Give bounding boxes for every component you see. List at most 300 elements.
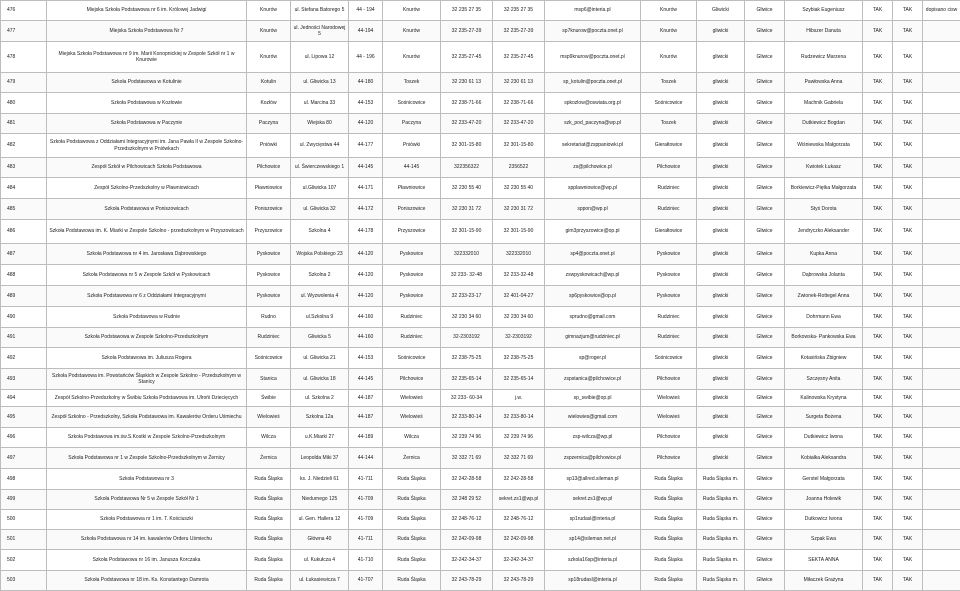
table-cell: Pyskowice: [247, 265, 291, 286]
table-cell: Szkoła Podstawowa w Kotulinie: [47, 73, 247, 93]
table-cell: TAK: [893, 114, 923, 134]
table-cell: Ruda Śląska: [247, 469, 291, 490]
table-cell: sp_swibie@op.pl: [545, 390, 641, 407]
table-cell: sp7knurow@poczta.onet.pl: [545, 21, 641, 42]
table-cell: zspstanica@pilchowice.pl: [545, 369, 641, 390]
table-row: [1, 530, 960, 550]
table-cell: Gliwice: [745, 265, 785, 286]
table-cell: 32 248 29 52: [441, 490, 493, 510]
table-cell: 32 243-78-29: [493, 571, 545, 591]
table-cell: 32 230 31 72: [493, 199, 545, 220]
table-cell: ul. Łukasiewicza 7: [291, 571, 349, 591]
table-cell: 44-172: [349, 199, 383, 220]
table-cell: Pyskowice: [383, 244, 441, 265]
table-cell: gliwicki: [697, 73, 745, 93]
table-cell: 32 248-76-12: [441, 510, 493, 530]
table-cell: 32 230 55 40: [441, 178, 493, 199]
table-cell: ul. Zwycięstwa 44: [291, 134, 349, 158]
table-cell: 32 233-80-14: [441, 407, 493, 428]
table-cell: Rudziniec: [247, 328, 291, 348]
table-row: [1, 1, 960, 21]
table-cell: Ruda Śląska: [247, 571, 291, 591]
table-cell: Gliwice: [745, 93, 785, 114]
table-row: [1, 114, 960, 134]
table-cell: Joanna Holewik: [785, 490, 863, 510]
table-cell: Rudziniec: [641, 199, 697, 220]
table-row: [1, 307, 960, 328]
table-cell: 503: [1, 571, 47, 591]
table-row: [1, 490, 960, 510]
table-cell: 32-242-34-37: [493, 550, 545, 571]
table-cell: Toszek: [641, 73, 697, 93]
table-cell: 32 301-15-80: [441, 134, 493, 158]
table-cell: 32 238-71-66: [493, 93, 545, 114]
table-cell: 44-177: [349, 134, 383, 158]
table-cell: 44-120: [349, 265, 383, 286]
table-cell: [923, 428, 960, 448]
table-cell: gliwicki: [697, 328, 745, 348]
table-cell: Gliwice: [745, 134, 785, 158]
table-cell: 32 235-65-14: [441, 369, 493, 390]
table-cell: [923, 328, 960, 348]
table-cell: gliwicki: [697, 407, 745, 428]
table-cell: Gliwice: [745, 369, 785, 390]
table-cell: spkozlow@oswiata.org.pl: [545, 93, 641, 114]
table-cell: Miejska Szkoła Podstawowa nr 9 im. Marii Konopnickiej w Zespole Szkół nr 1 w Knurowie: [47, 42, 247, 73]
table-cell: 32-2303192: [441, 328, 493, 348]
table-cell: 32 248-76-12: [493, 510, 545, 530]
table-cell: 489: [1, 286, 47, 307]
table-cell: ul. Gen. Hallera 12: [291, 510, 349, 530]
table-cell: Pilchowice: [383, 369, 441, 390]
table-cell: Hibszer Danuta: [785, 21, 863, 42]
table-cell: TAK: [893, 550, 923, 571]
table-cell: TAK: [893, 407, 923, 428]
table-cell: 32 235 27 35: [441, 1, 493, 21]
table-cell: Szkoła Podstawowa w Kozłowie: [47, 93, 247, 114]
table-cell: Szkoła Podstawowa Nr 5 w Zespole Szkół Nr 1: [47, 490, 247, 510]
table-cell: Borkowska- Pankowska Ewa: [785, 328, 863, 348]
table-cell: Ruda Śląska: [383, 571, 441, 591]
table-cell: Szkoła Podstawowa w Rudnie: [47, 307, 247, 328]
table-cell: Dohrmann Ewa: [785, 307, 863, 328]
table-cell: Gliwice: [745, 220, 785, 244]
table-cell: Knurów: [641, 21, 697, 42]
table-cell: Sośnicowice: [641, 93, 697, 114]
table-cell: Kwiotek Łukasz: [785, 158, 863, 178]
table-cell: 485: [1, 199, 47, 220]
table-cell: TAK: [893, 178, 923, 199]
table-cell: ul. Stefana Batorego 5: [291, 1, 349, 21]
table-cell: Szkoła Podstawowa im. Powstańców Śląskich w Zespole Szkolno - Przedszkolnym w Stanicy: [47, 369, 247, 390]
table-cell: Gliwice: [745, 114, 785, 134]
table-cell: 44 - 196: [349, 42, 383, 73]
table-cell: TAK: [893, 158, 923, 178]
table-cell: Gliwicka 5: [291, 328, 349, 348]
table-cell: gliwicki: [697, 286, 745, 307]
table-row: [1, 469, 960, 490]
table-cell: 32 242-09-98: [493, 530, 545, 550]
table-cell: TAK: [863, 550, 893, 571]
table-cell: Ruda Śląska: [247, 530, 291, 550]
table-cell: 32 230 55 40: [493, 178, 545, 199]
table-cell: Gliwice: [745, 510, 785, 530]
table-cell: Knurów: [383, 1, 441, 21]
table-cell: ul. Wyzwolenia 4: [291, 286, 349, 307]
table-row: [1, 428, 960, 448]
table-cell: 32 233-47-20: [493, 114, 545, 134]
table-row: [1, 510, 960, 530]
table-cell: sp18rudasl@interia.pl: [545, 571, 641, 591]
table-cell: gliwicki: [697, 369, 745, 390]
table-cell: Wiejska 80: [291, 114, 349, 134]
table-cell: gimnazjum@rudziniec.pl: [545, 328, 641, 348]
table-cell: TAK: [863, 134, 893, 158]
table-cell: TAK: [893, 42, 923, 73]
table-cell: Wielowieś: [383, 390, 441, 407]
table-cell: Pyskowice: [641, 244, 697, 265]
table-cell: msp6@interia.pl: [545, 1, 641, 21]
table-cell: Gliwice: [745, 448, 785, 469]
table-cell: Gliwice: [745, 571, 785, 591]
table-cell: 2356522: [493, 158, 545, 178]
table-cell: 44-194: [349, 21, 383, 42]
table-cell: TAK: [863, 114, 893, 134]
table-cell: sp1rudasl@interia.pl: [545, 510, 641, 530]
table-cell: ul.Szkolna 9: [291, 307, 349, 328]
table-cell: Ruda Śląska: [383, 510, 441, 530]
table-cell: [923, 286, 960, 307]
table-cell: Gierałtowice: [641, 220, 697, 244]
table-cell: SEKTA ANNA: [785, 550, 863, 571]
table-cell: Pławniowice: [247, 178, 291, 199]
table-cell: ul. Gliwicka 13: [291, 73, 349, 93]
table-cell: Przyszowice: [247, 220, 291, 244]
table-cell: 495: [1, 407, 47, 428]
table-cell: Toszek: [641, 114, 697, 134]
table-cell: gliwicki: [697, 428, 745, 448]
table-cell: TAK: [863, 490, 893, 510]
table-cell: Paczyna: [383, 114, 441, 134]
table-cell: TAK: [863, 42, 893, 73]
table-cell: 44-180: [349, 73, 383, 93]
table-cell: 44-145: [383, 158, 441, 178]
table-cell: 32 332 71 69: [493, 448, 545, 469]
table-cell: Knurów: [247, 42, 291, 73]
table-cell: Zespół Szkół w Pilchowicach Szkoła Podstawowa: [47, 158, 247, 178]
table-cell: TAK: [863, 530, 893, 550]
table-cell: TAK: [893, 469, 923, 490]
table-cell: 477: [1, 21, 47, 42]
table-cell: Ruda Śląska m.: [697, 550, 745, 571]
table-cell: TAK: [893, 510, 923, 530]
table-cell: Gliwice: [745, 469, 785, 490]
table-cell: Borkiewicz-Piętka Małgorzata: [785, 178, 863, 199]
table-cell: Ruda Śląska: [383, 550, 441, 571]
table-cell: 41-710: [349, 550, 383, 571]
table-cell: Wilcza: [247, 428, 291, 448]
table-cell: Zespół Szkolno-Przedszkolny w Świbiu Szkoła Podstawowa im. Ulrońi Dziecięcych: [47, 390, 247, 407]
table-cell: 44-120: [349, 244, 383, 265]
table-cell: 479: [1, 73, 47, 93]
table-cell: Szkoła Podstawowa w Zespole Szkolno-Przedszkolnym: [47, 328, 247, 348]
table-cell: gliwicki: [697, 199, 745, 220]
table-cell: zspzernica@pilchowice.pl: [545, 448, 641, 469]
table-cell: TAK: [893, 390, 923, 407]
table-cell: Żernica: [247, 448, 291, 469]
table-cell: Pilchowice: [641, 428, 697, 448]
table-cell: 32 230 34 60: [493, 307, 545, 328]
table-cell: Kozłów: [247, 93, 291, 114]
table-cell: Szkoła Podstawowa nr 1 w Zespole Szkolno-Przedszkolnym w Żernicy: [47, 448, 247, 469]
table-cell: Ruda Śląska: [641, 530, 697, 550]
table-cell: Zespół Szkolno-Przedszkolny w Pławniowicach: [47, 178, 247, 199]
table-cell: TAK: [893, 93, 923, 114]
table-row: [1, 390, 960, 407]
table-cell: 32 235-27-45: [441, 42, 493, 73]
table-cell: TAK: [863, 369, 893, 390]
table-cell: gliwicki: [697, 42, 745, 73]
table-cell: Zespół Szkolno - Przedszkolny, Szkoła Podstawowa im. Kawalerów Orderu Uśmiechu: [47, 407, 247, 428]
table-cell: Gliwice: [745, 428, 785, 448]
table-cell: 41-709: [349, 510, 383, 530]
table-row: [1, 369, 960, 390]
table-cell: Szkolna 4: [291, 220, 349, 244]
table-cell: sp13@allred.sileman.pl: [545, 469, 641, 490]
table-cell: 482: [1, 134, 47, 158]
table-cell: wielowies@gmail.com: [545, 407, 641, 428]
table-cell: gliwicki: [697, 448, 745, 469]
table-cell: TAK: [863, 178, 893, 199]
table-cell: 44-144: [349, 448, 383, 469]
table-cell: sp4@poczta.onet.pl: [545, 244, 641, 265]
table-cell: Niedurnego 125: [291, 490, 349, 510]
table-cell: Miejska Szkoła Podstawowa nr 6 im. Królowej Jadwigi: [47, 1, 247, 21]
table-cell: gliwicki: [697, 21, 745, 42]
table-cell: Ruda Śląska: [641, 571, 697, 591]
table-cell: zswpyskowicach@wp.pl: [545, 265, 641, 286]
table-cell: TAK: [863, 265, 893, 286]
table-cell: Rudziniec: [383, 328, 441, 348]
table-cell: TAK: [863, 328, 893, 348]
table-cell: Jendryczko Aleksander: [785, 220, 863, 244]
table-cell: [923, 448, 960, 469]
table-cell: Sośnicowice: [247, 348, 291, 369]
table-cell: ul. Szkolna 2: [291, 390, 349, 407]
table-cell: TAK: [893, 220, 923, 244]
table-cell: gliwicki: [697, 178, 745, 199]
table-cell: Szczęsny Anita: [785, 369, 863, 390]
table-cell: 32 243-78-29: [441, 571, 493, 591]
table-cell: Poniszowice: [247, 199, 291, 220]
table-cell: Szkoła Podstawowa nr 3: [47, 469, 247, 490]
table-cell: 32 235-27-39: [493, 21, 545, 42]
table-cell: TAK: [893, 530, 923, 550]
table-cell: Kobiałka Aleksandra: [785, 448, 863, 469]
table-cell: Gliwice: [745, 178, 785, 199]
table-cell: szkola16sp@interia.pl: [545, 550, 641, 571]
table-cell: gliwicki: [697, 348, 745, 369]
table-cell: 32 239 74 96: [441, 428, 493, 448]
table-row: [1, 73, 960, 93]
table-cell: Gliwice: [745, 1, 785, 21]
table-cell: 32 242-09-98: [441, 530, 493, 550]
table-cell: Gliwice: [745, 550, 785, 571]
table-cell: TAK: [893, 448, 923, 469]
table-cell: Ruda Śląska m.: [697, 510, 745, 530]
table-cell: Toszek: [383, 73, 441, 93]
table-cell: TAK: [863, 307, 893, 328]
table-cell: gliwicki: [697, 220, 745, 244]
table-cell: [923, 134, 960, 158]
table-cell: TAK: [893, 73, 923, 93]
table-cell: Pawłowska Anna: [785, 73, 863, 93]
table-cell: Ruda Śląska: [641, 469, 697, 490]
table-cell: Knurów: [383, 21, 441, 42]
table-cell: Ruda Śląska: [247, 550, 291, 571]
table-cell: spplawniowice@wp.pl: [545, 178, 641, 199]
table-cell: gliwicki: [697, 265, 745, 286]
table-cell: Szkoła Podstawowa im. K. Miarki w Zespole Szkolno - przedszkolnym w Przyszowicach: [47, 220, 247, 244]
table-cell: Szkoła Podstawowa nr 14 im. kawalerów Orderu Uśmiechu: [47, 530, 247, 550]
table-cell: dopisano cisw: [923, 1, 960, 21]
table-row: [1, 199, 960, 220]
table-cell: 493: [1, 369, 47, 390]
table-cell: Dąbrowska Jolanta: [785, 265, 863, 286]
table-cell: Gliwice: [745, 530, 785, 550]
table-cell: Szkoła Podstawowa im.św.S.Kostki w Zespole Szkolno-Przedszkolnym: [47, 428, 247, 448]
table-cell: Miłaczek Grażyna: [785, 571, 863, 591]
table-cell: TAK: [863, 510, 893, 530]
table-cell: 32 230 34 60: [441, 307, 493, 328]
table-cell: ks. J. Niedzieli 61: [291, 469, 349, 490]
table-cell: 483: [1, 158, 47, 178]
table-cell: Pławniowice: [383, 178, 441, 199]
table-cell: 502: [1, 550, 47, 571]
table-cell: 32 233-47-20: [441, 114, 493, 134]
table-row: [1, 134, 960, 158]
table-cell: Styś Dorota: [785, 199, 863, 220]
table-cell: Rudziniec: [383, 307, 441, 328]
table-cell: Leopolda Miki 37: [291, 448, 349, 469]
table-cell: [923, 469, 960, 490]
table-cell: Rudno: [247, 307, 291, 328]
table-cell: 32 239 74 96: [493, 428, 545, 448]
table-cell: 32 301-15-90: [493, 220, 545, 244]
table-row: [1, 571, 960, 591]
table-cell: Rudziniec: [641, 178, 697, 199]
table-cell: Gliwice: [745, 490, 785, 510]
table-cell: Szkolna 2: [291, 265, 349, 286]
table-cell: 32 332 71 69: [441, 448, 493, 469]
table-cell: Rudziniec: [641, 307, 697, 328]
table-cell: [923, 114, 960, 134]
table-cell: 44-145: [349, 369, 383, 390]
table-cell: Dutkiewicz Bogdan: [785, 114, 863, 134]
table-cell: Gliwice: [745, 286, 785, 307]
table-cell: 32 233-23-17: [441, 286, 493, 307]
table-cell: [923, 158, 960, 178]
table-cell: 44-160: [349, 307, 383, 328]
table-cell: TAK: [863, 286, 893, 307]
table-row: [1, 42, 960, 73]
table-cell: Szkoła Podstawowa nr 6 z Oddziałami Integracyjnymi: [47, 286, 247, 307]
table-cell: Przyszowice: [383, 220, 441, 244]
table-cell: [923, 93, 960, 114]
table-cell: TAK: [893, 265, 923, 286]
table-cell: TAK: [863, 73, 893, 93]
table-row: [1, 265, 960, 286]
table-cell: msp9knurow@poczta.onet.pl: [545, 42, 641, 73]
table-cell: 488: [1, 265, 47, 286]
table-cell: Wiśniewska Małgorzata: [785, 134, 863, 158]
table-cell: Ruda Śląska m.: [697, 469, 745, 490]
table-cell: sppon@wp.pl: [545, 199, 641, 220]
table-cell: 32 235-65-14: [493, 369, 545, 390]
table-cell: Gliwice: [745, 158, 785, 178]
table-cell: Szkoła Podstawowa nr 5 w Zespole Szkół w Pyskowicach: [47, 265, 247, 286]
table-cell: Ruda Śląska m.: [697, 490, 745, 510]
table-cell: Stanica: [247, 369, 291, 390]
table-cell: TAK: [893, 307, 923, 328]
table-cell: Knurów: [247, 21, 291, 42]
table-cell: 44 - 194: [349, 1, 383, 21]
table-cell: 478: [1, 42, 47, 73]
table-cell: 484: [1, 178, 47, 199]
table-cell: Ruda Śląska: [641, 550, 697, 571]
table-row: [1, 93, 960, 114]
table-row: [1, 407, 960, 428]
table-cell: TAK: [893, 286, 923, 307]
table-cell: Kalinowska Krystyna: [785, 390, 863, 407]
table-cell: [923, 73, 960, 93]
table-cell: sekret.zs1@wp.pl: [545, 490, 641, 510]
table-cell: Gliwice: [745, 348, 785, 369]
table-cell: [923, 571, 960, 591]
table-cell: 501: [1, 530, 47, 550]
table-cell: Szybiak Eugeniusz: [785, 1, 863, 21]
table-row: [1, 178, 960, 199]
table-cell: 322332010: [493, 244, 545, 265]
table-cell: TAK: [893, 571, 923, 591]
table-cell: ul. Jedności Narodowej 5: [291, 21, 349, 42]
table-cell: 500: [1, 510, 47, 530]
table-cell: Pyskowice: [247, 286, 291, 307]
table-cell: [923, 220, 960, 244]
table-cell: Szkoła Podstawowa w Paczynie: [47, 114, 247, 134]
table-cell: ul. Gliwicka 21: [291, 348, 349, 369]
table-cell: TAK: [863, 1, 893, 21]
table-cell: TAK: [893, 199, 923, 220]
table-cell: Szkoła Podstawowa nr 1 im. T. Kościuszki: [47, 510, 247, 530]
table-cell: gliwicki: [697, 244, 745, 265]
table-cell: [923, 244, 960, 265]
table-cell: Ruda Śląska: [247, 490, 291, 510]
table-cell: 44-120: [349, 286, 383, 307]
table-cell: Gliwice: [745, 407, 785, 428]
table-cell: Pyskowice: [247, 244, 291, 265]
table-cell: 499: [1, 490, 47, 510]
table-cell: Pyskowice: [641, 265, 697, 286]
table-cell: sekret.zs1@wp.pl: [493, 490, 545, 510]
table-cell: [923, 369, 960, 390]
table-cell: 32 238-75-25: [493, 348, 545, 369]
table-cell: sp6pyskowice@op.pl: [545, 286, 641, 307]
table-cell: sekretariat@zsppaniowki.pl: [545, 134, 641, 158]
table-cell: 476: [1, 1, 47, 21]
table-cell: 486: [1, 220, 47, 244]
table-cell: TAK: [893, 1, 923, 21]
